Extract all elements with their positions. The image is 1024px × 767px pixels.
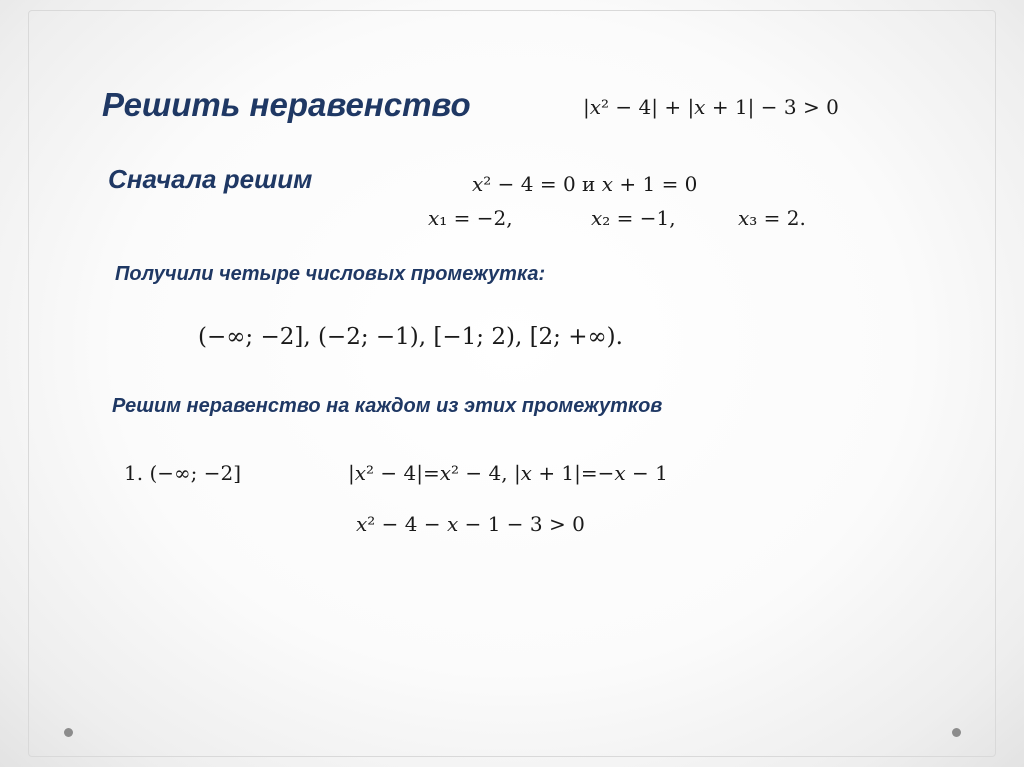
root-3: 𝑥₃ = 2.: [738, 206, 806, 230]
first-solve-label: Сначала решим: [108, 164, 313, 194]
intervals-list: (−∞; −2], (−2; −1), [−1; 2), [2; +∞).: [198, 324, 623, 350]
root-2: 𝑥₂ = −1,: [591, 206, 676, 230]
intervals-label: Получили четыре числовых промежутка:: [115, 263, 546, 285]
corner-dot-left: [64, 728, 73, 737]
main-inequality: |𝑥² − 4| + |𝑥 + 1| − 3 > 0: [583, 95, 839, 119]
equations: 𝑥² − 4 = 0 и 𝑥 + 1 = 0: [472, 172, 698, 196]
corner-dot-right: [952, 728, 961, 737]
case-1-abs-values: |𝑥² − 4|=𝑥² − 4, |𝑥 + 1|=−𝑥 − 1: [348, 461, 668, 485]
slide-title: Решить неравенство: [102, 86, 471, 123]
case-1-reduced-inequality: 𝑥² − 4 − 𝑥 − 1 − 3 > 0: [356, 512, 585, 536]
root-1: 𝑥₁ = −2,: [428, 206, 513, 230]
case-1-interval: 1. (−∞; −2]: [124, 461, 242, 485]
solve-each-label: Решим неравенство на каждом из этих промежутков: [112, 395, 663, 417]
